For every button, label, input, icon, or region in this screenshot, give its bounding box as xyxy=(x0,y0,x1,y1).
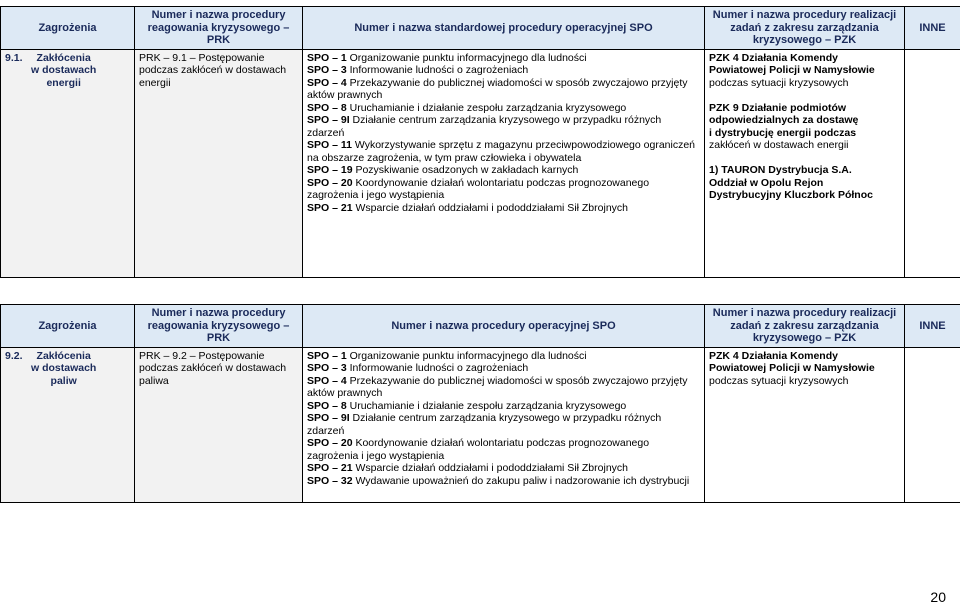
inne-cell xyxy=(905,49,960,277)
pzk-line: zakłóceń w dostawach energii xyxy=(709,139,849,151)
spo-code: SPO – 21 xyxy=(307,462,353,474)
header-prk: Numer i nazwa procedury reagowania kryzysowego – PRK xyxy=(135,7,303,50)
spo-text: Koordynowanie działań wolontariatu podczas prognozowanego zagrożenia i jego wystąpienia xyxy=(307,176,650,201)
spo-item xyxy=(307,102,700,115)
spo-text: Wsparcie działań oddziałami i pododdziałami Sił Zbrojnych xyxy=(355,462,628,474)
spo-text: Organizowanie punktu informacyjnego dla ludności xyxy=(349,349,587,362)
threat-cell: 9.1. Zakłócenia w dostawach energii xyxy=(1,49,135,277)
spo-text: Działanie centrum zarządzania kryzysowego w przypadku różnych zdarzeń xyxy=(307,412,662,437)
pzk-line: Dystrybucyjny Kluczbork Północ xyxy=(709,189,873,201)
threat-cell: 9.2. Zakłócenia w dostawach paliw xyxy=(1,347,135,502)
header-inne: INNE xyxy=(905,305,960,348)
pzk-line: podczas sytuacji kryzysowych xyxy=(709,76,849,89)
spo-text: Przekazywanie do publicznej wiadomości w sposób zwyczajowo przyjęty aktów prawnych xyxy=(307,76,688,101)
pzk-line: PZK 4 Działania Komendy xyxy=(709,349,838,362)
pzk-line xyxy=(709,152,900,165)
pzk-line: PZK 4 Działania Komendy xyxy=(709,51,838,64)
spo-item xyxy=(307,64,700,77)
header-pzk: Numer i nazwa procedury realizacji zadań z zakresu zarządzania kryzysowego – PZK xyxy=(705,305,905,348)
spo-code: SPO – 1 xyxy=(307,51,347,64)
spo-code: SPO – 19 xyxy=(307,164,353,176)
header-prk: Numer i nazwa procedury reagowania kryzysowego – PRK xyxy=(135,305,303,348)
pzk-line xyxy=(709,89,900,102)
spo-code: SPO – 9I xyxy=(307,412,350,424)
spo-item xyxy=(307,77,700,102)
spo-list xyxy=(303,49,705,277)
spo-item xyxy=(307,114,700,139)
prk-cell: PRK – 9.1 – Postępowanie podczas zakłóceń w dostawach energii xyxy=(135,49,303,277)
spo-item xyxy=(307,177,700,202)
spo-item xyxy=(307,375,700,400)
threat-id: 9.2. xyxy=(5,349,23,362)
header-zagrozenia: Zagrożenia xyxy=(1,305,135,348)
header-pzk: Numer i nazwa procedury realizacji zadań z zakresu zarządzania kryzysowego – PZK xyxy=(705,7,905,50)
pzk-line: odpowiedzialnych za dostawę xyxy=(709,114,859,126)
spo-item xyxy=(307,350,700,363)
spo-code: SPO – 32 xyxy=(307,474,353,487)
spo-text: Wydawanie upoważnień do zakupu paliw i nadzorowanie ich dystrybucji xyxy=(355,474,690,487)
spo-code: SPO – 1 xyxy=(307,349,347,362)
pzk-cell xyxy=(705,347,905,502)
spo-code: SPO – 21 xyxy=(307,201,353,214)
procedure-table-energy xyxy=(0,6,960,278)
spo-code: SPO – 20 xyxy=(307,437,353,449)
spo-item xyxy=(307,164,700,177)
spo-code: SPO – 9I xyxy=(307,114,350,126)
spo-code: SPO – 4 xyxy=(307,374,347,387)
spo-code: SPO – 4 xyxy=(307,76,347,89)
pzk-line: podczas sytuacji kryzysowych xyxy=(709,374,849,387)
spo-item xyxy=(307,202,700,215)
spo-item xyxy=(307,412,700,437)
inne-cell xyxy=(905,347,960,502)
pzk-line: 1) TAURON Dystrybucja S.A. xyxy=(709,164,852,176)
header-spo: Numer i nazwa procedury operacyjnej SPO xyxy=(303,305,705,348)
spo-code: SPO – 3 xyxy=(307,64,347,76)
spo-text: Informowanie ludności o zagrożeniach xyxy=(349,362,529,374)
procedure-table-fuel xyxy=(0,304,960,503)
spo-code: SPO – 8 xyxy=(307,399,347,412)
pzk-line: Oddział w Opolu Rejon xyxy=(709,176,824,189)
prk-cell: PRK – 9.2 – Postępowanie podczas zakłóceń w dostawach paliwa xyxy=(135,347,303,502)
spo-code: SPO – 3 xyxy=(307,362,347,374)
spo-text: Uruchamianie i działanie zespołu zarządzania kryzysowego xyxy=(349,399,627,412)
header-zagrozenia: Zagrożenia xyxy=(1,7,135,50)
spo-text: Wsparcie działań oddziałami i pododdziałami Sił Zbrojnych xyxy=(355,201,628,214)
spo-item xyxy=(307,362,700,375)
spo-item xyxy=(307,139,700,164)
pzk-line: PZK 9 Działanie podmiotów xyxy=(709,101,847,114)
spo-item xyxy=(307,462,700,475)
spo-code: SPO – 20 xyxy=(307,176,353,189)
header-inne: INNE xyxy=(905,7,960,50)
spo-item xyxy=(307,475,700,488)
pzk-line: Powiatowej Policji w Namysłowie xyxy=(709,64,875,76)
pzk-line: Powiatowej Policji w Namysłowie xyxy=(709,362,875,374)
spo-text: Przekazywanie do publicznej wiadomości w sposób zwyczajowo przyjęty aktów prawnych xyxy=(307,374,688,399)
spo-text: Pozyskiwanie osadzonych w zakładach karnych xyxy=(355,164,579,176)
spo-item xyxy=(307,400,700,413)
threat-id: 9.1. xyxy=(5,51,23,64)
pzk-cell xyxy=(705,49,905,277)
spo-text: Uruchamianie i działanie zespołu zarządzania kryzysowego xyxy=(349,101,627,114)
spo-text: Informowanie ludności o zagrożeniach xyxy=(349,64,529,76)
spo-item xyxy=(307,52,700,65)
spo-code: SPO – 11 xyxy=(307,139,352,151)
spo-text: Koordynowanie działań wolontariatu podczas prognozowanego zagrożenia i jego wystąpienia xyxy=(307,437,650,462)
spo-code: SPO – 8 xyxy=(307,101,347,114)
spo-text: Organizowanie punktu informacyjnego dla ludności xyxy=(349,51,587,64)
spo-list xyxy=(303,347,705,502)
spo-item xyxy=(307,437,700,462)
pzk-line: i dystrybucję energii podczas xyxy=(709,126,857,139)
spo-text: Działanie centrum zarządzania kryzysowego w przypadku różnych zdarzeń xyxy=(307,114,662,139)
page-number: 20 xyxy=(930,589,946,605)
spo-text: Wykorzystywanie sprzętu z magazynu przeciwpowodziowego ograniczeń na obszarze zagrożenia, w tym praw człowieka i obywatela xyxy=(307,139,696,164)
header-spo: Numer i nazwa standardowej procedury operacyjnej SPO xyxy=(303,7,705,50)
